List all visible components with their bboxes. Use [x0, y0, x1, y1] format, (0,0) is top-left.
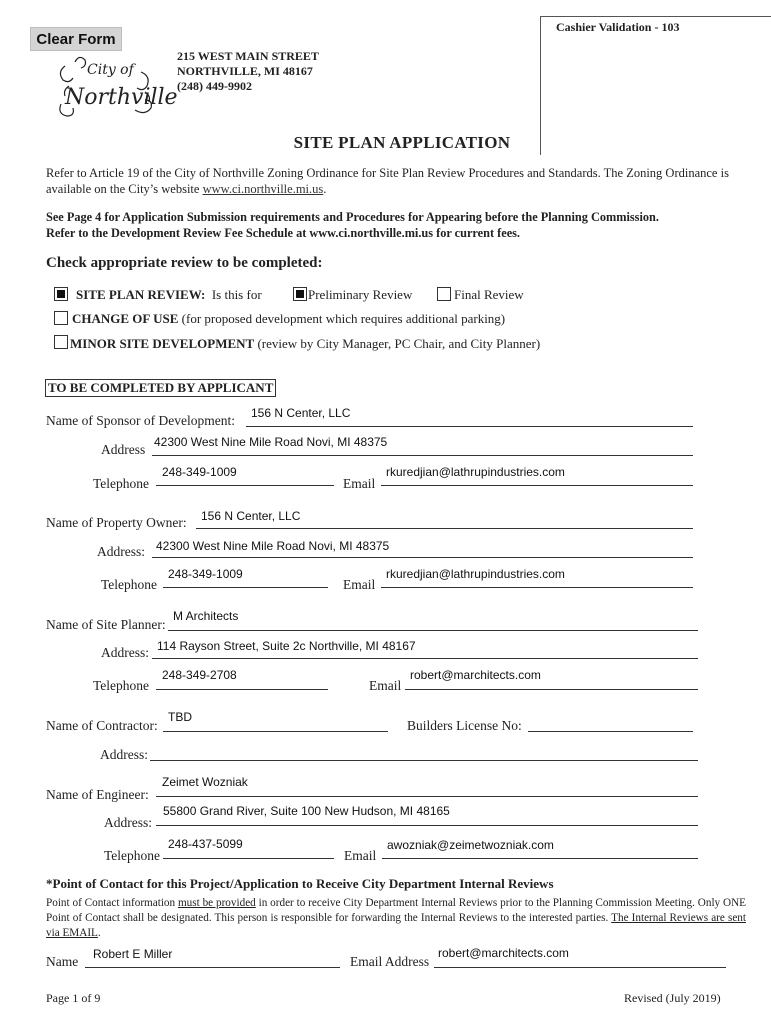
revised-date: Revised (July 2019) [624, 991, 721, 1005]
engineer-telephone-label: Telephone [104, 848, 161, 863]
sponsor-address-label: Address [101, 442, 146, 457]
owner-address-field[interactable] [152, 557, 693, 558]
owner-telephone-value: 248-349-1009 [168, 567, 243, 581]
minor-site-development-note: (review by City Manager, PC Chair, and City Planner) [257, 336, 541, 351]
contractor-name-label: Name of Contractor: [46, 718, 158, 733]
engineer-telephone-value: 248-437-5099 [168, 837, 243, 851]
engineer-email-field[interactable] [382, 858, 698, 859]
engineer-name-label: Name of Engineer: [46, 787, 149, 802]
sponsor-email-value: rkuredjian@lathrupindustries.com [386, 465, 565, 479]
contact-name-value: Robert E Miller [93, 947, 173, 961]
contact-email-value: robert@marchitects.com [438, 946, 569, 960]
sponsor-name-value: 156 N Center, LLC [251, 406, 351, 420]
poc-text-2: in order to receive City Department Internal Reviews prior to the Planning Commission Meeting. Only ONE Point of Contact shall be designated. This person is responsible for forwarding the Internal Reviews to the interested parties. [46, 897, 746, 924]
change-of-use-row [72, 311, 505, 327]
owner-telephone-label: Telephone [101, 577, 158, 592]
svg-text:City of: City of [87, 62, 134, 78]
owner-name-value: 156 N Center, LLC [201, 509, 301, 523]
planner-email-value: robert@marchitects.com [410, 668, 541, 682]
planner-address-field[interactable] [152, 658, 698, 659]
final-review-label: Final Review [454, 287, 524, 302]
website-link[interactable]: www.ci.northville.mi.us [202, 182, 324, 196]
change-of-use-note: (for proposed development which requires additional parking) [181, 311, 506, 326]
change-of-use-checkbox[interactable] [54, 311, 68, 325]
svg-text:Northville: Northville [65, 85, 178, 110]
sponsor-name-label: Name of Sponsor of Development: [46, 413, 235, 428]
page-number: Page 1 of 9 [46, 991, 101, 1005]
clear-form-button[interactable]: Clear Form [30, 27, 122, 51]
site-plan-suffix: Is this for [211, 287, 262, 302]
site-plan-review-row [76, 287, 262, 303]
sponsor-address-value: 42300 West Nine Mile Road Novi, MI 48375 [154, 435, 388, 449]
owner-email-value: rkuredjian@lathrupindustries.com [386, 567, 565, 581]
builders-license-field[interactable] [528, 731, 693, 732]
owner-name-field[interactable] [196, 528, 693, 529]
minor-site-development-label: MINOR SITE DEVELOPMENT [70, 336, 255, 351]
engineer-email-label: Email [344, 848, 377, 863]
site-plan-review-checkbox[interactable] [54, 287, 68, 301]
change-of-use-label: CHANGE OF USE [72, 311, 179, 326]
owner-name-label: Name of Property Owner: [46, 515, 187, 530]
review-heading: Check appropriate review to be completed: [46, 255, 323, 271]
contact-name-label: Name [46, 954, 79, 969]
planner-email-field[interactable] [405, 689, 698, 690]
intro-paragraph [46, 165, 746, 197]
contact-email-label: Email Address [350, 954, 430, 969]
contractor-name-value: TBD [168, 710, 192, 724]
contractor-name-field[interactable] [163, 731, 388, 732]
minor-site-development-row [70, 336, 540, 352]
poc-text-must: must be provided [177, 897, 256, 909]
owner-address-value: 42300 West Nine Mile Road Novi, MI 48375 [156, 539, 390, 553]
intro-text: Refer to Article 19 of the City of Northville Zoning Ordinance for Site Plan Review Procedures and Standards. The Zoning Ordinance is available on the City’s website [46, 166, 729, 196]
owner-address-label: Address: [97, 544, 145, 559]
final-review-checkbox[interactable] [437, 287, 451, 301]
point-of-contact-heading: *Point of Contact for this Project/Application to Receive City Department Internal Reviews [46, 876, 554, 891]
address-line-2: NORTHVILLE, MI 48167 [177, 64, 313, 78]
applicant-section-label: TO BE COMPLETED BY APPLICANT [45, 379, 276, 397]
preliminary-review-label: Preliminary Review [308, 287, 413, 302]
poc-text-3: . [97, 927, 101, 939]
note-fees: Refer to the Development Review Fee Schedule at www.ci.northville.mi.us for current fees. [46, 226, 521, 240]
contact-email-field[interactable] [434, 967, 726, 968]
sponsor-name-field[interactable] [246, 426, 693, 427]
sponsor-telephone-label: Telephone [93, 476, 150, 491]
planner-name-value: M Architects [173, 609, 239, 623]
contractor-address-field[interactable] [150, 760, 698, 761]
city-address-block [177, 49, 319, 94]
page-title-wrap [0, 133, 770, 153]
site-plan-review-label: SITE PLAN REVIEW: [76, 287, 206, 302]
city-logo [55, 52, 178, 124]
engineer-address-value: 55800 Grand River, Suite 100 New Hudson, MI 48165 [163, 804, 450, 818]
address-line-1: 215 WEST MAIN STREET [177, 49, 319, 63]
sponsor-address-field[interactable] [152, 455, 693, 456]
planner-name-label: Name of Site Planner: [46, 617, 166, 632]
owner-email-label: Email [343, 577, 376, 592]
preliminary-review-checkbox[interactable] [293, 287, 307, 301]
page-title: SITE PLAN APPLICATION [293, 133, 511, 152]
owner-telephone-field[interactable] [163, 587, 328, 588]
submission-notes [46, 209, 746, 241]
planner-telephone-field[interactable] [156, 689, 328, 690]
sponsor-email-label: Email [343, 476, 376, 491]
builders-license-label: Builders License No: [407, 718, 522, 733]
contractor-address-label: Address: [100, 747, 148, 762]
sponsor-email-field[interactable] [381, 485, 693, 486]
engineer-name-field[interactable] [156, 796, 698, 797]
planner-telephone-label: Telephone [93, 678, 150, 693]
intro-text-end: . [323, 182, 327, 196]
planner-address-label: Address: [101, 645, 149, 660]
planner-telephone-value: 248-349-2708 [162, 668, 237, 682]
engineer-name-value: Zeimet Wozniak [162, 775, 248, 789]
minor-site-development-checkbox[interactable] [54, 335, 68, 349]
owner-email-field[interactable] [381, 587, 693, 588]
engineer-telephone-field[interactable] [163, 858, 334, 859]
sponsor-telephone-value: 248-349-1009 [162, 465, 237, 479]
contact-name-field[interactable] [85, 967, 340, 968]
sponsor-telephone-field[interactable] [156, 485, 334, 486]
point-of-contact-text [46, 896, 746, 941]
planner-email-label: Email [369, 678, 402, 693]
engineer-email-value: awozniak@zeimetwozniak.com [387, 838, 554, 852]
cashier-validation-label: Cashier Validation - 103 [556, 20, 680, 34]
poc-text-email: The Internal Reviews are sent via EMAIL [46, 912, 746, 939]
poc-text-1: Point of Contact information [46, 897, 178, 909]
engineer-address-field[interactable] [156, 825, 698, 826]
engineer-address-label: Address: [104, 815, 152, 830]
address-phone: (248) 449-9902 [177, 79, 252, 93]
planner-address-value: 114 Rayson Street, Suite 2c Northville, MI 48167 [157, 639, 416, 653]
note-page4: See Page 4 for Application Submission requirements and Procedures for Appearing before the Planning Commission. [46, 210, 659, 224]
planner-name-field[interactable] [168, 630, 698, 631]
